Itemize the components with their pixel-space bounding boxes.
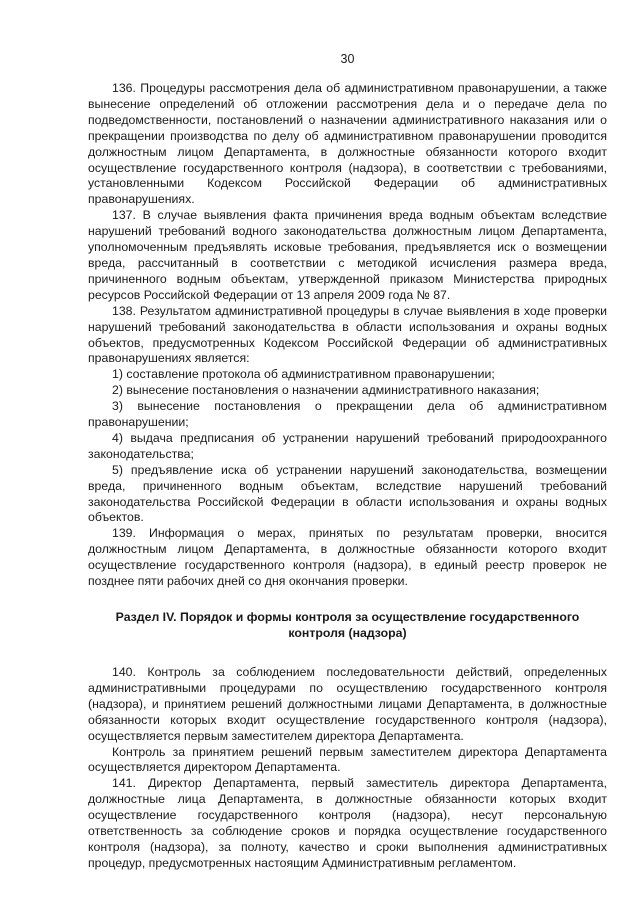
section-heading-line: Раздел IV. Порядок и формы контроля за осуществление государственного: [115, 610, 580, 624]
paragraph-136: 136. Процедуры рассмотрения дела об административном правонарушении, а также вынесение определений об отложении рассмотрения дела и о передаче дела по подведомственности, постановлений о назначении административного наказания или о прекращении производства по делу об административном правонарушении проводится должностным лицом Департамента, в должностные обязанности которого входит осуществление государственного контроля (надзора), в соответствии с требованиями, установленными Кодексом Российской Федерации об административных правонарушениях.: [88, 81, 607, 207]
paragraph-141: 141. Директор Департамента, первый заместитель директора Департамента, должностные лица Департамента, в должностные обязанности которых входит осуществление государственного контроля (надзора), несут персональную ответственность за соблюдение сроков и порядка осуществление государственного контроля (надзора), за полноту, качество и сроки выполнения административных процедур, предусмотренных настоящим Административным регламентом.: [88, 776, 607, 870]
list-item: 4) выдача предписания об устранении нарушений требований природоохранного законодательства;: [88, 430, 607, 461]
list-item: 1) составление протокола об административном правонарушении;: [112, 367, 495, 382]
list-item: 2) вынесение постановления о назначении административного наказания;: [112, 383, 540, 398]
paragraph-138: 138. Результатом административной процедуры в случае выявления в ходе проверки нарушений требований законодательства в области использования и охраны водных объектов, предусмотренных Кодексом Российской Федерации об административных правонарушениях является:: [88, 303, 607, 366]
page-number: 30: [340, 52, 355, 66]
section-heading: [88, 609, 607, 641]
paragraph-139: 139. Информация о мерах, принятых по результатам проверки, вносится должностным лицом Департамента, в должностные обязанности которого входит осуществление государственного контроля (надзора), в единый реестр проверок не позднее пяти рабочих дней со дня окончания проверки.: [88, 526, 607, 589]
paragraph-137: 137. В случае выявления факта причинения вреда водным объектам вследствие нарушений требований водного законодательства должностным лицом Департамента, уполномоченным предъявлять исковые требования, предъявляется иск о возмещении вреда, рассчитанный в соответствии с методикой исчисления размера вреда, причиненного водным объектам, утвержденной приказом Министерства природных ресурсов Российской Федерации от 13 апреля 2009 года № 87.: [88, 208, 607, 302]
paragraph-140: 140. Контроль за соблюдением последовательности действий, определенных административными процедурами по осуществлению государственного контроля (надзора), и принятием решений должностными лицами Департамента, в должностные обязанности которых входит осуществление государственного контроля (надзора), осуществляется первым заместителем директора Департамента.: [88, 665, 607, 743]
document-body: [88, 81, 607, 872]
list-item: 5) предъявление иска об устранении нарушений законодательства, возмещении вреда, причиненного водным объектам, вследствие нарушений требований законодательства Российской Федерации в области использования и охраны водных объектов.: [88, 462, 607, 525]
paragraph-control: Контроль за принятием решений первым заместителем директора Департамента осуществляется директором Департамента.: [88, 744, 607, 775]
list-item: 3) вынесение постановления о прекращении дела об административном правонарушении;: [88, 399, 607, 430]
section-heading-line: контроля (надзора): [288, 626, 407, 640]
